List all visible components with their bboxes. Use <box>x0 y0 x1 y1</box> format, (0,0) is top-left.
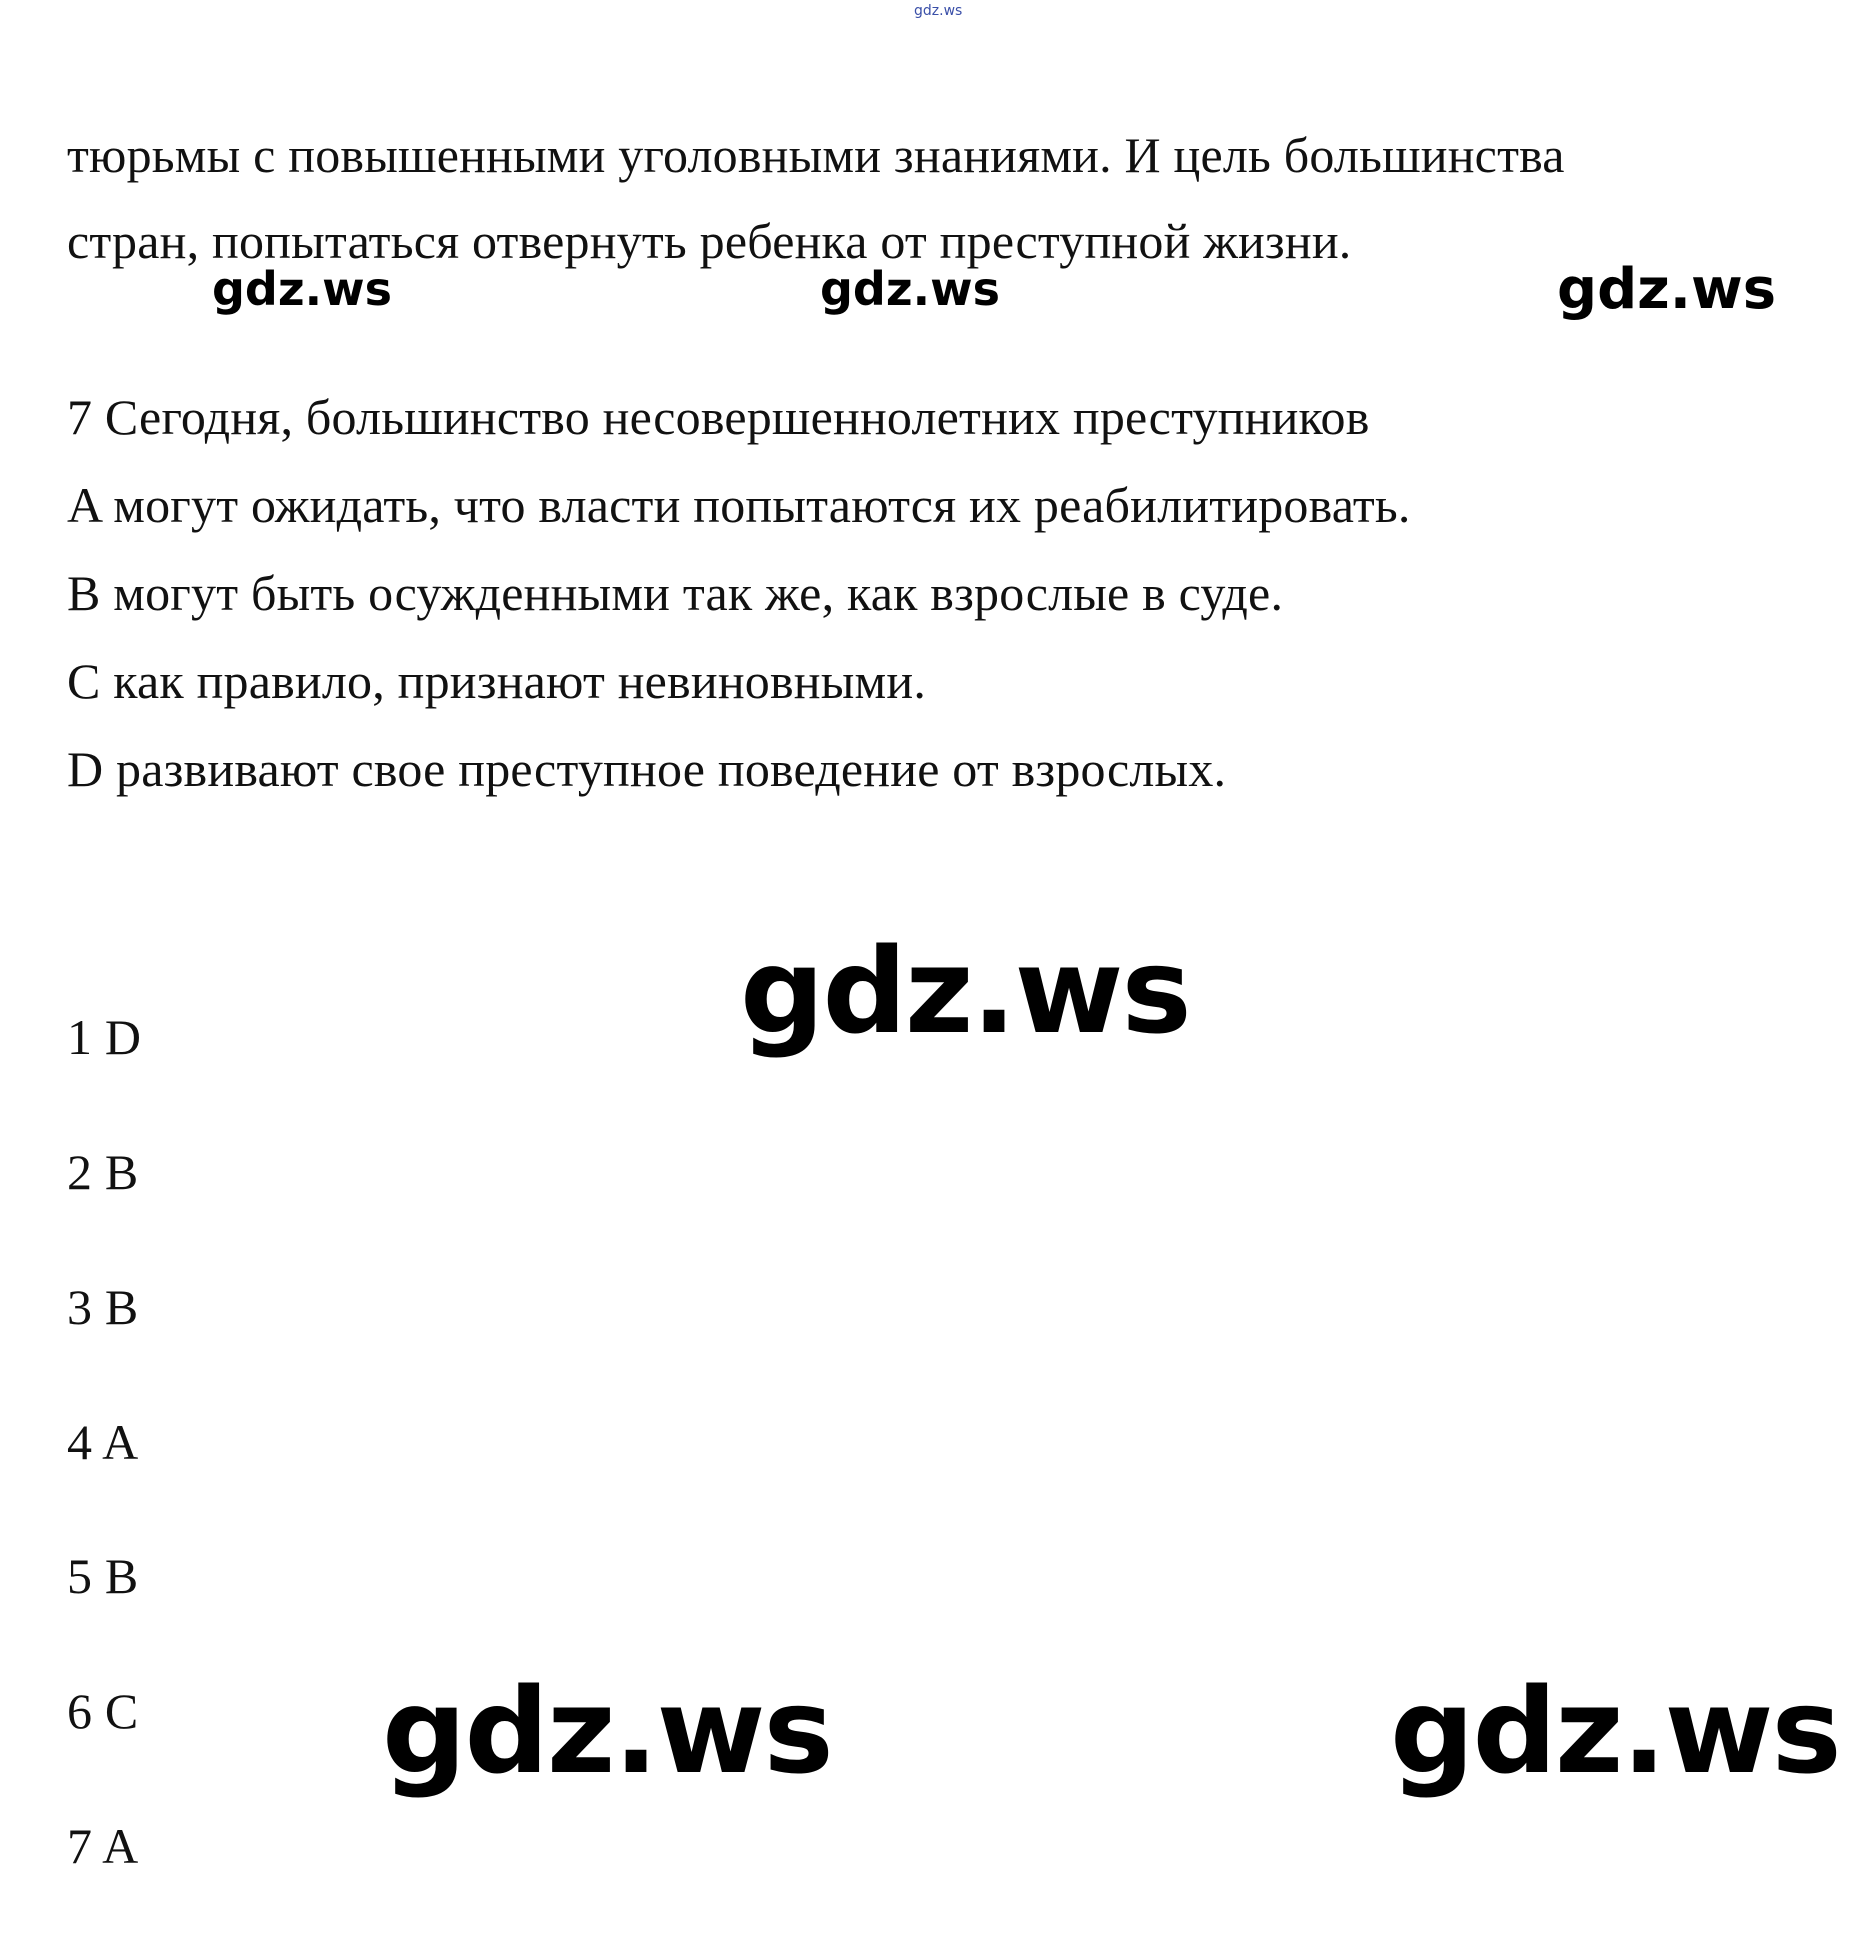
watermark-small-1: gdz.ws <box>212 262 392 316</box>
watermark-big-center: gdz.ws <box>740 922 1190 1060</box>
paragraph-line-1: тюрьмы с повышенными уголовными знаниями. И цель большинства <box>67 127 1565 183</box>
answer-item: 5 B <box>67 1548 139 1604</box>
watermark-big-right: gdz.ws <box>1390 1662 1840 1800</box>
answer-item: 7 A <box>67 1818 139 1874</box>
watermark-big-left: gdz.ws <box>382 1662 832 1800</box>
watermark-small-2: gdz.ws <box>820 262 1000 316</box>
question-option-c: C как правило, признают невиновными. <box>67 653 927 709</box>
question-option-d: D развивают свое преступное поведение от взрослых. <box>67 741 1227 797</box>
question-option-a: A могут ожидать, что власти попытаются их реабилитировать. <box>67 477 1411 533</box>
answer-item: 3 B <box>67 1279 139 1335</box>
watermark-top: gdz.ws <box>914 3 963 19</box>
answer-item: 4 A <box>67 1414 139 1470</box>
question-stem: 7 Сегодня, большинство несовершеннолетних преступников <box>67 389 1370 445</box>
paragraph-line-2: стран, попытаться отвернуть ребенка от преступной жизни. <box>67 213 1352 269</box>
answer-item: 1 D <box>67 1009 142 1065</box>
answer-item: 6 C <box>67 1683 139 1739</box>
question-option-b: B могут быть осужденными так же, как взрослые в суде. <box>67 565 1284 621</box>
watermark-small-3: gdz.ws <box>1557 257 1777 322</box>
answer-item: 2 B <box>67 1144 139 1200</box>
